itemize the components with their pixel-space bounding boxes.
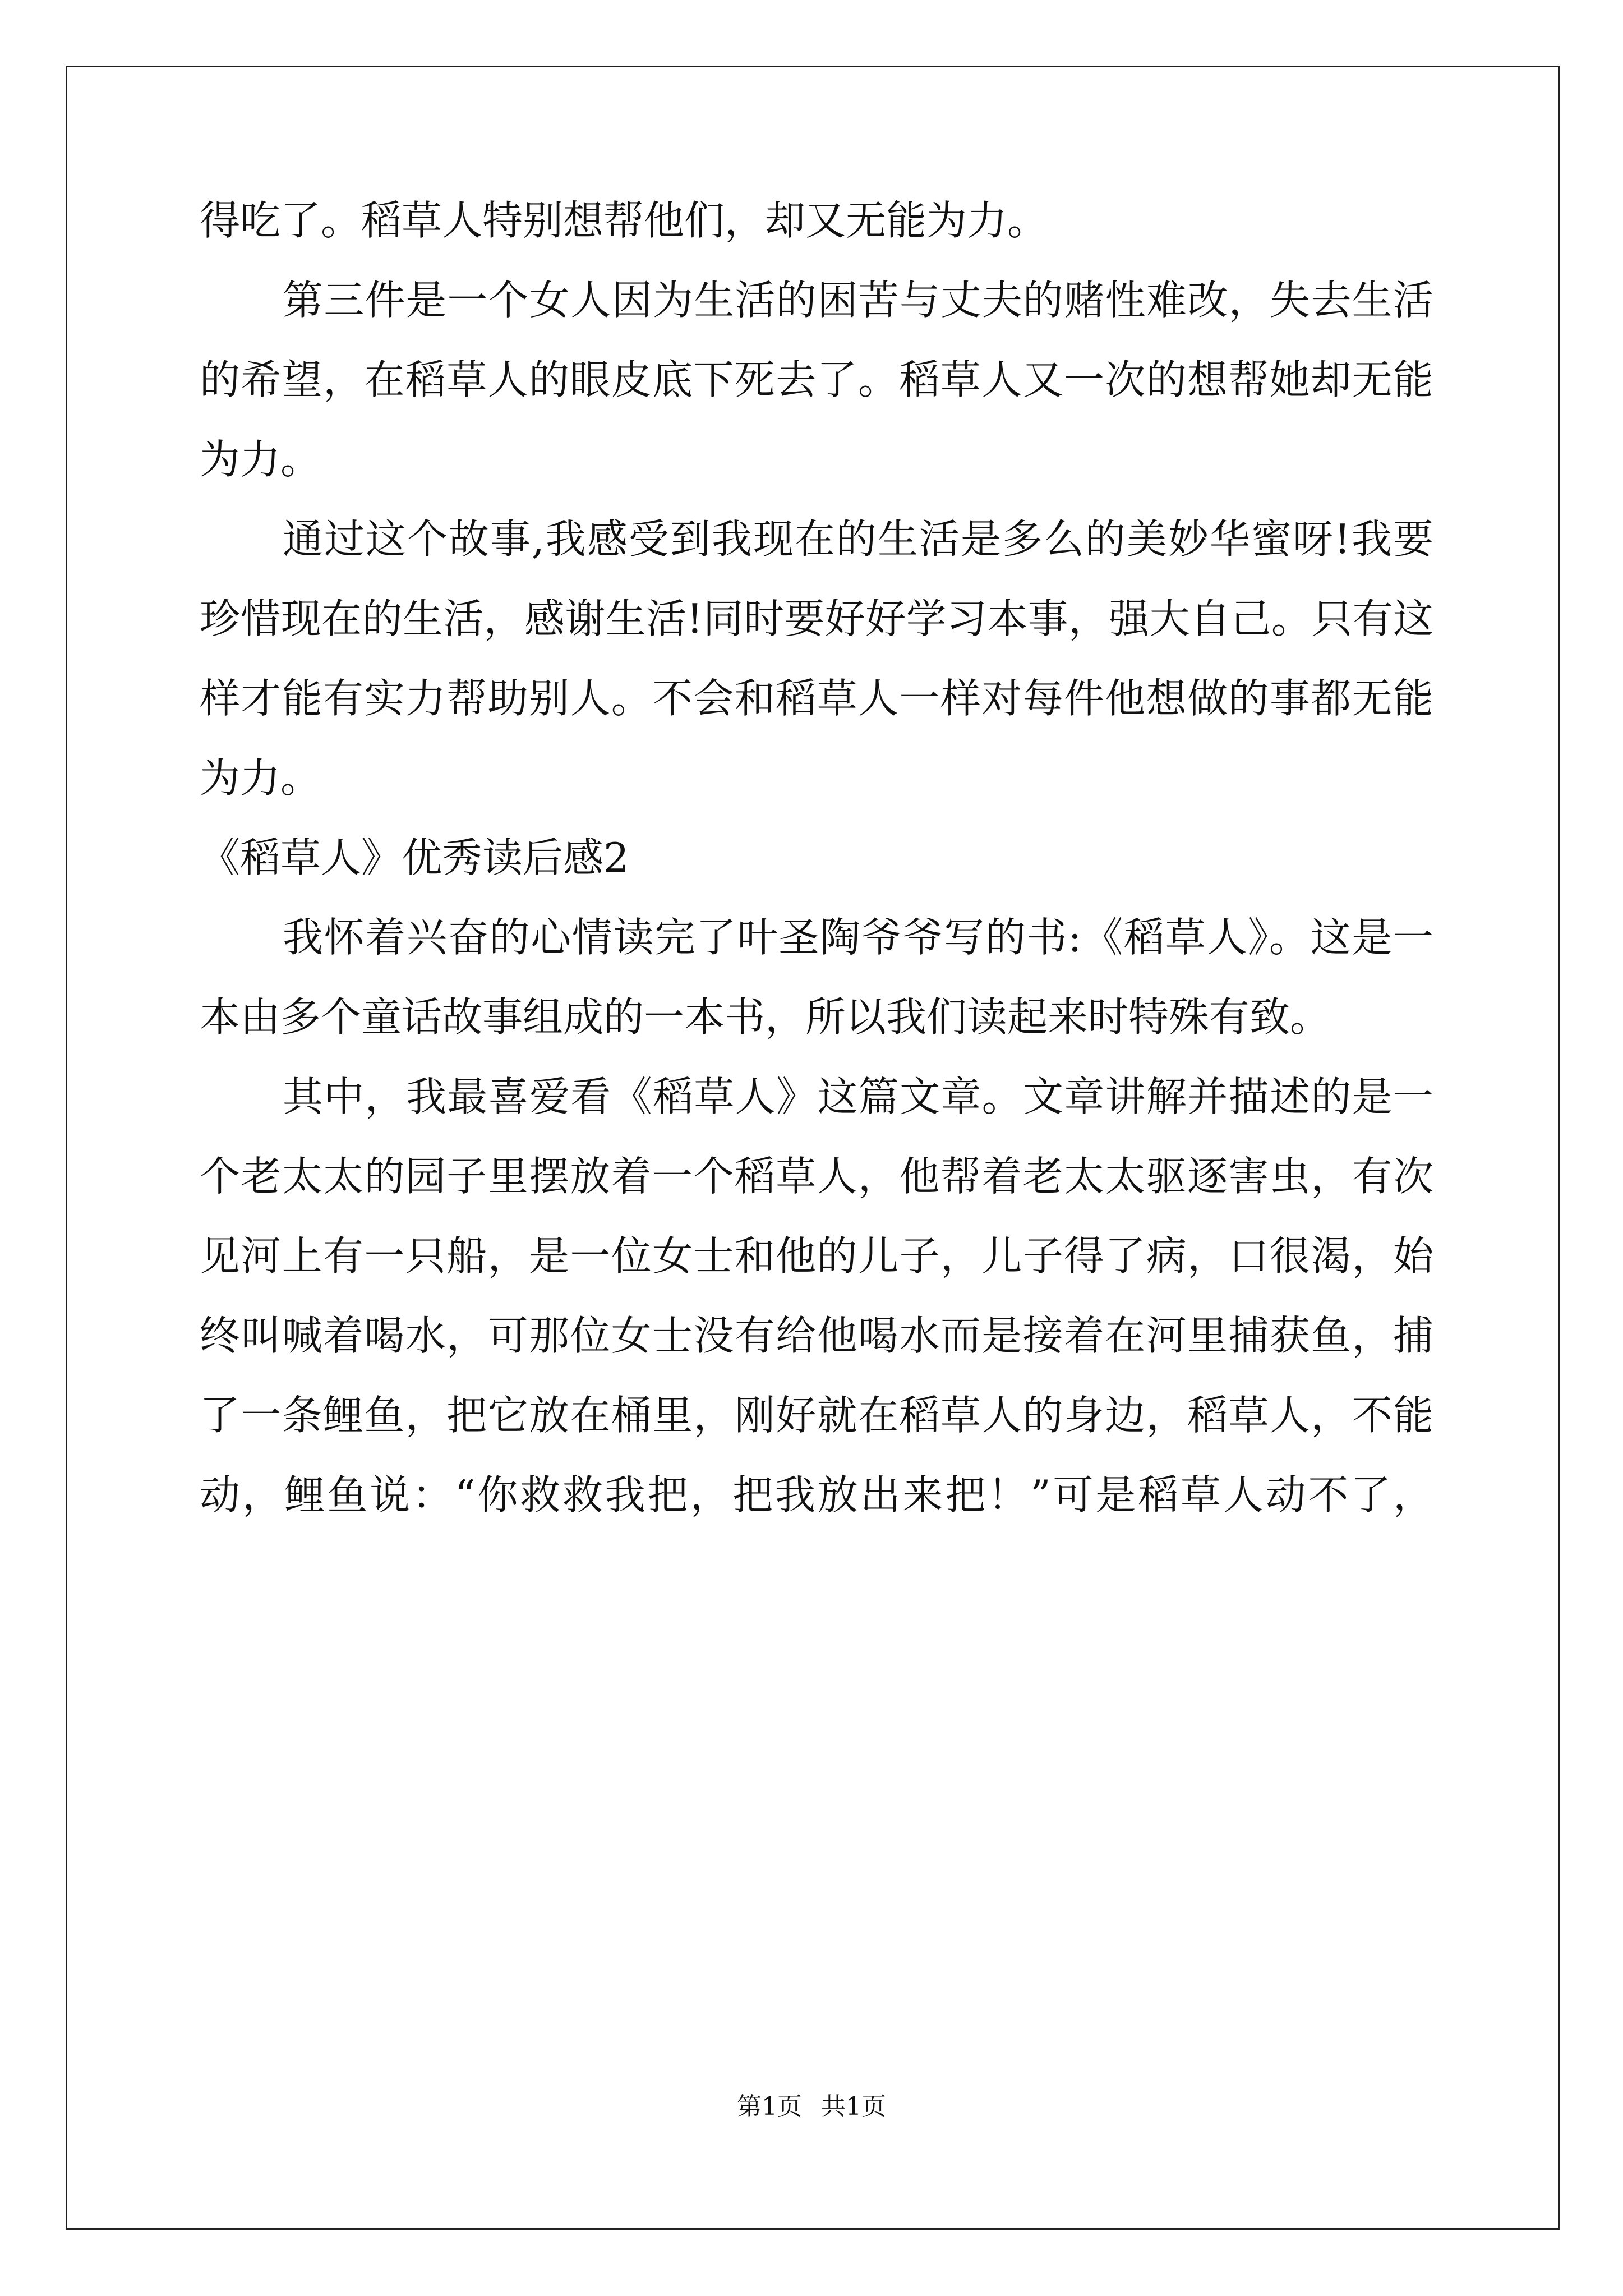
section-heading: 《稻草人》优秀读后感2 [200,834,629,881]
text-line: 其中，我最喜爱看《稻草人》这篇文章。文章讲解并描述的是一 [283,1073,1433,1120]
text-line: 我怀着兴奋的心情读完了叶圣陶爷爷写的书:《稻草人》。这是一 [283,914,1433,961]
text-line: 了一条鲤鱼，把它放在桶里，刚好就在稻草人的身边，稻草人，不能 [200,1392,1433,1439]
text-line: 样才能有实力帮助别人。不会和稻草人一样对每件他想做的事都无能 [200,675,1433,722]
text-line: 得吃了。稻草人特别想帮他们，却又无能为力。 [200,197,1048,244]
page-footer [0,2090,1623,2124]
page-number: 第1页 [737,2092,802,2121]
page-total: 共1页 [821,2092,886,2121]
text-line: 通过这个故事,我感受到我现在的生活是多么的美妙华蜜呀!我要 [283,516,1433,563]
text-line: 珍惜现在的生活，感谢生活!同时要好好学习本事，强大自己。只有这 [200,595,1433,642]
text-line: 第三件是一个女人因为生活的困苦与丈夫的赌性难改，失去生活 [283,277,1433,324]
text-line: 个老太太的园子里摆放着一个稻草人，他帮着老太太驱逐害虫，有次 [200,1153,1433,1200]
text-line: 本由多个童话故事组成的一本书，所以我们读起来时特殊有致。 [200,993,1331,1041]
text-line: 为力。 [200,754,321,802]
text-line: 见河上有一只船，是一位女士和他的儿子，儿子得了病，口很渴，始 [200,1232,1433,1280]
text-line: 终叫喊着喝水，可那位女士没有给他喝水而是接着在河里捕获鱼，捕 [200,1312,1433,1359]
text-line: 动，鲤鱼说：“你救救我把，把我放出来把！”可是稻草人动不了， [200,1471,1433,1519]
text-line: 为力。 [200,436,321,483]
text-line: 的希望，在稻草人的眼皮底下死去了。稻草人又一次的想帮她却无能 [200,356,1433,403]
